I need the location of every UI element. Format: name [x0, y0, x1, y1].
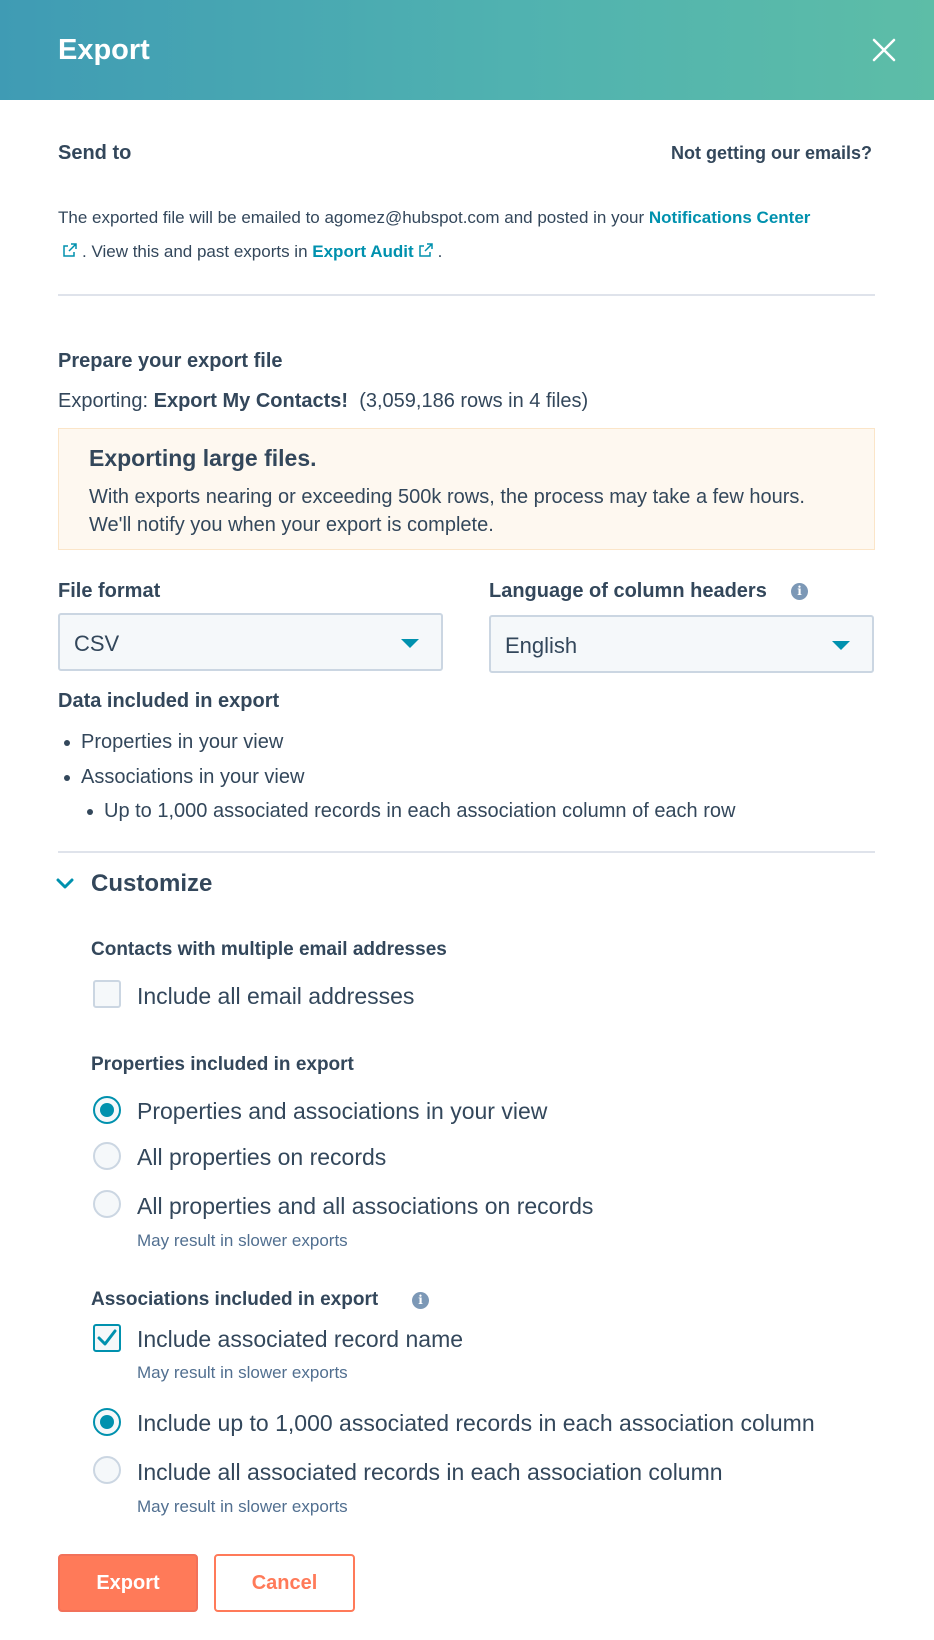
large-file-callout: [58, 428, 875, 550]
callout-body: With exports nearing or exceeding 500k rows, the process may take a few hours. We'll notify you when your export is complete.: [89, 486, 805, 536]
close-icon[interactable]: [868, 34, 900, 66]
divider: [58, 294, 875, 296]
properties-title: Properties included in export: [91, 1054, 354, 1075]
info-icon[interactable]: i: [412, 1292, 429, 1309]
not-getting-emails-link[interactable]: Not getting our emails?: [671, 143, 873, 163]
all-associated-records-radio[interactable]: [93, 1456, 121, 1484]
send-to-description: [58, 201, 888, 269]
notifications-center-link[interactable]: Notifications Center: [648, 208, 811, 227]
up-to-1000-records-radio[interactable]: [93, 1408, 121, 1436]
external-link-icon: [418, 236, 434, 252]
check-icon: [95, 1326, 119, 1350]
include-all-emails-checkbox[interactable]: [93, 980, 121, 1008]
include-record-name-checkbox[interactable]: [93, 1324, 121, 1352]
data-included-title: Data included in export: [58, 690, 280, 712]
data-included-item: Properties in your view: [81, 731, 284, 753]
file-format-label: File format: [58, 580, 161, 602]
language-value: English: [505, 633, 578, 658]
export-audit-link[interactable]: Export Audit: [312, 242, 414, 261]
all-associated-records-label[interactable]: Include all associated records in each association column: [137, 1459, 723, 1485]
customize-toggle[interactable]: Customize: [91, 870, 213, 897]
file-format-select[interactable]: [58, 613, 443, 671]
divider: [58, 851, 875, 853]
modal-header: [0, 0, 934, 100]
exporting-summary: [58, 390, 588, 413]
send-to-line1: The exported file will be emailed to agomez@hubspot.com and posted in your: [58, 208, 649, 227]
export-button[interactable]: Export: [58, 1554, 198, 1612]
caret-down-icon: [832, 641, 850, 650]
cancel-button[interactable]: Cancel: [214, 1554, 355, 1612]
all-properties-radio[interactable]: [93, 1142, 121, 1170]
all-properties-associations-radio[interactable]: [93, 1190, 121, 1218]
language-label: Language of column headers: [489, 580, 767, 602]
data-included-item: Associations in your view: [81, 766, 305, 788]
language-select[interactable]: [489, 615, 874, 673]
info-icon[interactable]: i: [791, 583, 808, 600]
associations-title: Associations included in export: [91, 1289, 379, 1310]
slower-export-hint: May result in slower exports: [137, 1497, 348, 1516]
callout-title: Exporting large files.: [89, 445, 317, 471]
prepare-title: Prepare your export file: [58, 350, 283, 372]
data-included-subitem: Up to 1,000 associated records in each association column of each row: [104, 800, 736, 822]
multi-email-title: Contacts with multiple email addresses: [91, 939, 447, 960]
chevron-down-icon[interactable]: [56, 875, 74, 893]
export-count: (3,059,186 rows in 4 files): [359, 390, 589, 412]
include-record-name-label[interactable]: Include associated record name: [137, 1326, 464, 1352]
external-link-icon: [62, 236, 78, 252]
caret-down-icon: [401, 639, 419, 648]
all-properties-associations-label[interactable]: All properties and all associations on records: [137, 1193, 594, 1219]
send-to-line2-end: .: [437, 242, 443, 261]
slower-export-hint: May result in slower exports: [137, 1231, 348, 1250]
send-to-line2: . View this and past exports in: [82, 242, 313, 261]
export-name: Export My Contacts!: [153, 390, 349, 412]
properties-in-view-radio[interactable]: [93, 1096, 121, 1124]
file-format-value: CSV: [74, 631, 120, 656]
properties-in-view-label[interactable]: Properties and associations in your view: [137, 1098, 548, 1124]
include-all-emails-label[interactable]: Include all email addresses: [137, 983, 415, 1009]
up-to-1000-records-label[interactable]: Include up to 1,000 associated records in each association column: [137, 1410, 815, 1436]
exporting-label: Exporting:: [58, 390, 154, 412]
all-properties-label[interactable]: All properties on records: [137, 1144, 387, 1170]
modal-title: Export: [58, 34, 150, 66]
slower-export-hint: May result in slower exports: [137, 1363, 348, 1382]
send-to-title: Send to: [58, 142, 132, 164]
